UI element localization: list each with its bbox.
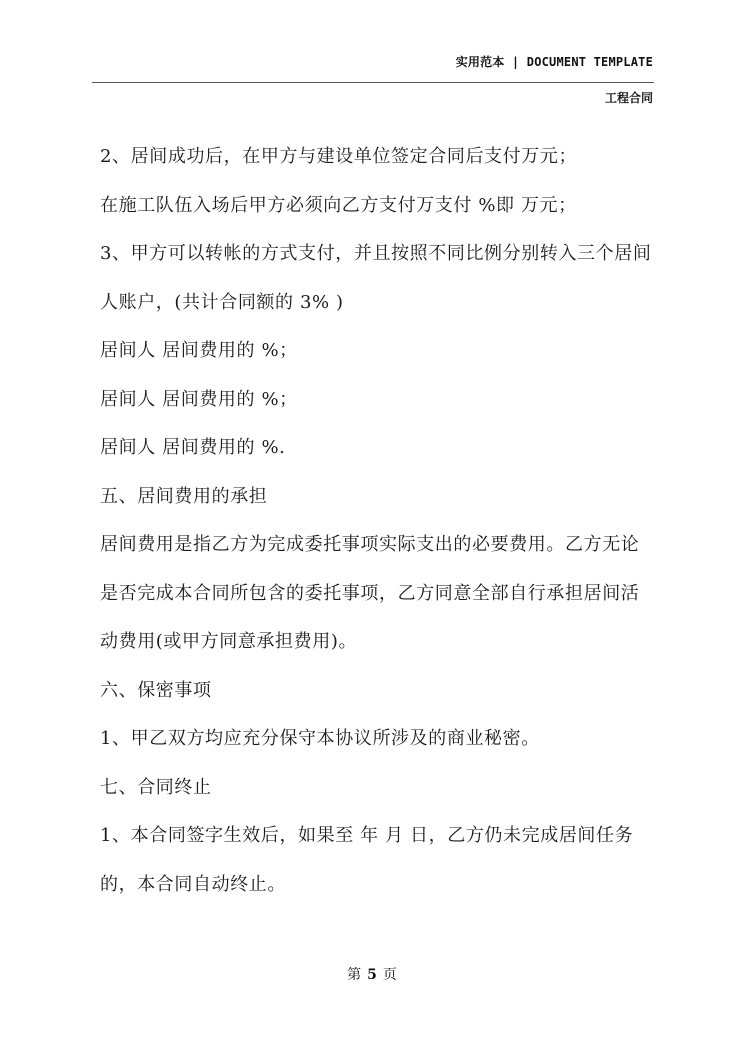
footer-prefix: 第: [347, 967, 362, 983]
section-heading: 七、合同终止: [100, 776, 212, 798]
header-brand: 实用范本 | DOCUMENT TEMPLATE: [455, 55, 653, 69]
section-heading: 五、居间费用的承担: [100, 485, 268, 507]
clause-line: 居间人 居间费用的 %；: [100, 388, 298, 410]
header-subtitle: 工程合同: [604, 91, 653, 105]
clause-line: 3、甲方可以转帐的方式支付，并且按照不同比例分别转入三个居间: [100, 243, 652, 264]
clause-line: 人账户，(共计合同额的 3% ): [100, 291, 344, 313]
clause-line: 2、居间成功后，在甲方与建设单位签定合同后支付万元；: [100, 146, 578, 167]
page-number: 5: [367, 967, 377, 983]
header-divider: [92, 82, 654, 83]
clause-line: 居间人 居间费用的 %.: [100, 437, 286, 458]
clause-line: 的，本合同自动终止。: [100, 873, 286, 895]
clause-line: 1、本合同签字生效后，如果至 年 月 日，乙方仍未完成居间任务: [100, 825, 634, 846]
clause-line: 居间人 居间费用的 %；: [100, 340, 298, 361]
clause-line: 1、甲乙双方均应充分保守本协议所涉及的商业秘密。: [100, 728, 540, 749]
clause-line: 在施工队伍入场后甲方必须向乙方支付万支付 %即 万元；: [100, 194, 577, 216]
section-heading: 六、保密事项: [100, 679, 212, 701]
footer-suffix: 页: [382, 967, 397, 983]
clause-line: 动费用(或甲方同意承担费用)。: [100, 631, 358, 652]
body-text: [100, 143, 660, 919]
page-footer: [0, 964, 744, 984]
clause-line: 是否完成本合同所包含的委托事项，乙方同意全部自行承担居间活: [100, 582, 640, 604]
clause-line: 居间费用是指乙方为完成委托事项实际支出的必要费用。乙方无论: [100, 534, 640, 555]
